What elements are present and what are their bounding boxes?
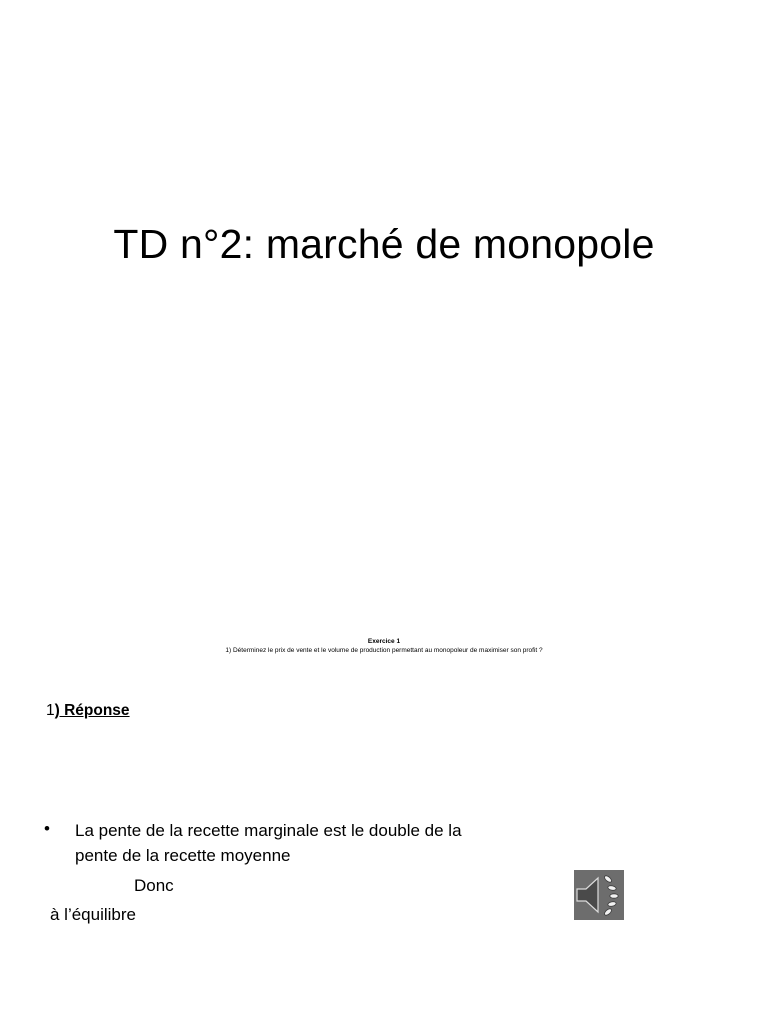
bullet-item: [44, 818, 464, 868]
exercise-block: [0, 637, 768, 655]
exercise-heading: Exercice 1: [367, 638, 401, 645]
bullet-text: La pente de la recette marginale est le double de la pente de la recette moyenne: [75, 821, 462, 865]
audio-button[interactable]: [574, 870, 624, 920]
bullet-marker: •: [44, 819, 50, 838]
slide-title: TD n°2: marché de monopole: [113, 221, 655, 267]
answer-heading: [46, 700, 130, 722]
donc-text: Donc: [134, 876, 174, 895]
answer-label: ) Réponse: [54, 702, 130, 719]
speaker-sound-icon: [574, 870, 624, 920]
answer-number: 1: [46, 702, 55, 719]
equilibre-text: à l’équilibre: [50, 905, 136, 924]
exercise-question: 1) Déterminez le prix de vente et le volume de production permettant au monopoleur de maximiser son profit ?: [225, 647, 543, 654]
